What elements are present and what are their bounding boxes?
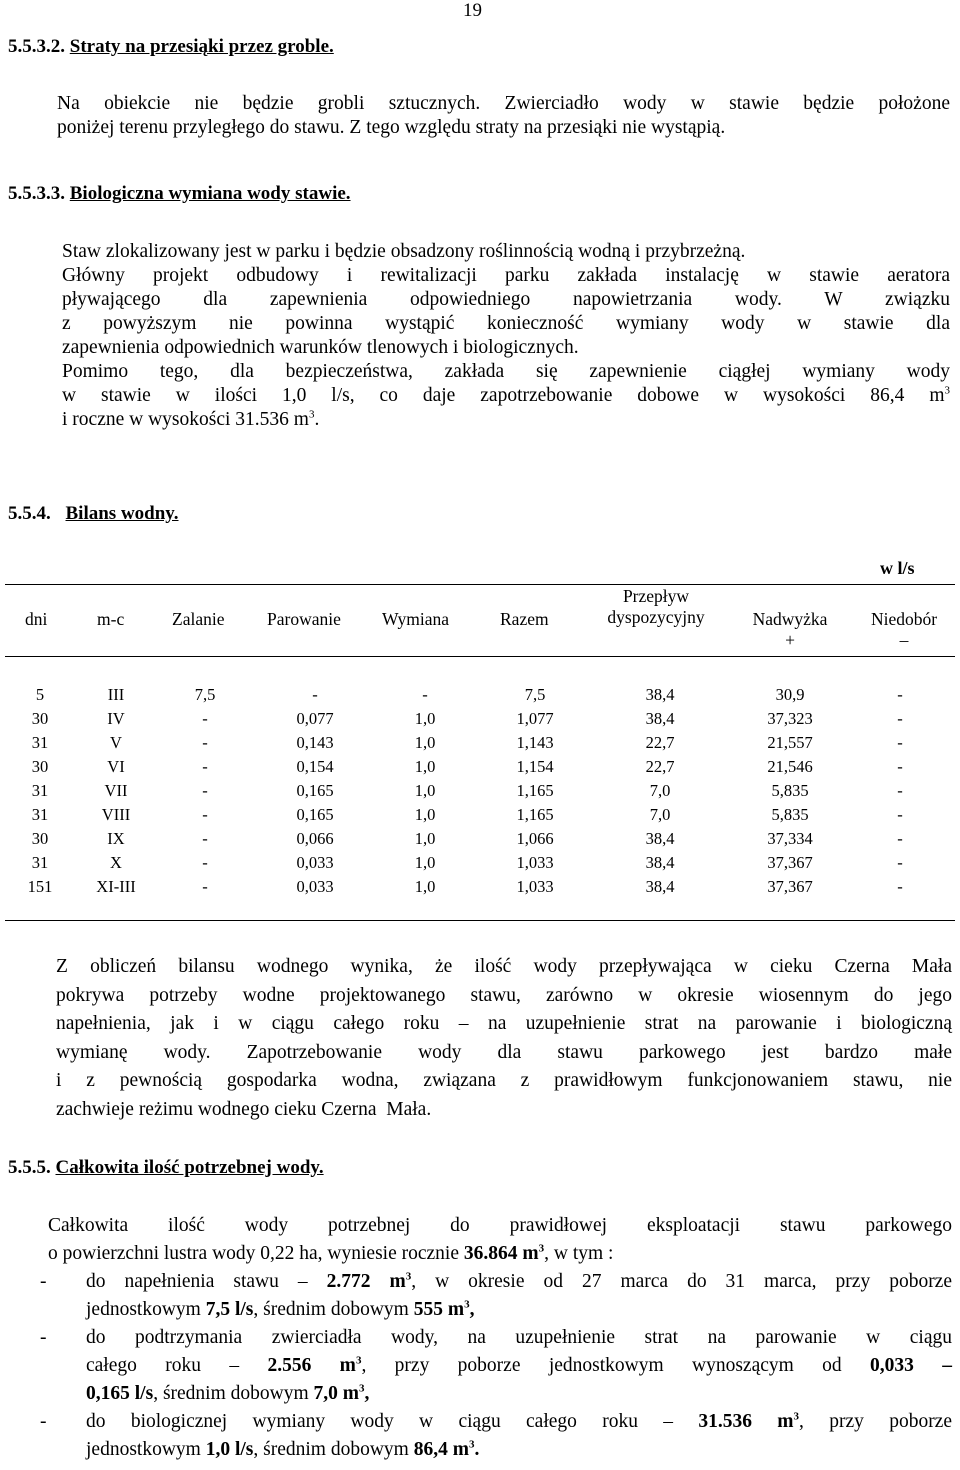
table-cell: 38,4 <box>645 685 675 704</box>
table-cell: 31 <box>31 805 49 824</box>
table-cell: - <box>202 733 208 752</box>
section-number: 5.5.4. <box>8 503 51 524</box>
table-cell: - <box>202 757 208 776</box>
header-nadwyzka: Nadwyżka + <box>752 609 828 650</box>
list-item <box>40 1408 952 1464</box>
conclusion-paragraph <box>56 953 952 1124</box>
table-cell: VII <box>104 781 128 800</box>
table-cell: 1,154 <box>516 757 554 776</box>
list-item <box>40 1268 952 1324</box>
table-cell: 0,165 <box>296 781 334 800</box>
table-cell: 0,143 <box>296 733 334 752</box>
table-cell: 7,5 <box>524 685 546 704</box>
header-przeplyw: Przepływ dyspozycyjny <box>607 586 705 627</box>
column-razem <box>500 683 570 899</box>
table-cell: 1,077 <box>516 709 554 728</box>
paragraph-line <box>57 92 950 140</box>
header-parowanie: Parowanie <box>267 609 341 629</box>
table-bottom-rule <box>5 920 955 921</box>
section-number: 5.5.5. <box>8 1157 51 1178</box>
text-line: do podtrzymania zwierciadła wody, na uzupełnienie strat na parowanie w ciągu <box>86 1327 952 1348</box>
table-cell: 21,557 <box>767 733 813 752</box>
table-cell: - <box>897 781 903 800</box>
text-line: poniżej terenu przyległego do stawu. Z tego względu straty na przesiąki nie wystąpią. <box>57 117 726 138</box>
table-cell: - <box>422 685 428 704</box>
header-wymiana: Wymiana <box>382 609 449 629</box>
header-zalanie: Zalanie <box>172 609 225 629</box>
section-number: 5.5.3.3. <box>8 183 65 204</box>
section-title: Całkowita ilość potrzebnej wody. <box>55 1157 324 1178</box>
text-line: zapewnienia odpowiednich warunków tlenowych i biologicznych. <box>62 337 579 358</box>
table-cell: 30,9 <box>775 685 805 704</box>
table-cell: - <box>312 685 318 704</box>
table-cell: 30 <box>31 709 49 728</box>
table-cell: 1,066 <box>516 829 554 848</box>
table-cell: 5,835 <box>771 805 809 824</box>
text-line: Całkowita ilość wody potrzebnej do prawidłowej eksploatacji stawu parkowego <box>48 1215 952 1236</box>
table-cell: 1,0 <box>414 829 436 848</box>
header-dni: dni <box>25 609 48 629</box>
table-cell: - <box>897 733 903 752</box>
table-cell: 7,0 <box>649 805 671 824</box>
text-line: jednostkowym 7,5 l/s, średnim dobowym 555 $m^3$, <box>86 1298 475 1320</box>
table-cell: 1,033 <box>516 877 554 896</box>
table-cell: 1,033 <box>516 853 554 872</box>
table-cell: 1,0 <box>414 805 436 824</box>
table-cell: IV <box>107 709 125 728</box>
table-cell: IX <box>107 829 125 848</box>
column-zalanie <box>185 683 225 899</box>
column-nadwyzka <box>750 683 830 899</box>
text-line: napełnienia, jak i w ciągu całego roku – na uzupełnienie strat na parowanie i biologiczną <box>56 1013 952 1034</box>
column-dni <box>20 683 60 899</box>
text-line: pływającego dla zapewnienia odpowiedniego napowietrzania wody. W związku <box>62 289 950 310</box>
table-top-rule <box>5 584 955 585</box>
section-title: Straty na przesiąki przez groble. <box>69 36 334 57</box>
table-cell: - <box>202 877 208 896</box>
paragraph-aeracja <box>62 240 950 432</box>
table-cell: 30 <box>31 757 49 776</box>
table-cell: - <box>897 709 903 728</box>
table-cell: 22,7 <box>645 733 675 752</box>
table-cell: 5 <box>35 685 45 704</box>
table-cell: - <box>897 685 903 704</box>
header-mc: m-c <box>97 609 125 629</box>
text-line: 0,165 l/s, średnim dobowym 7,0 $m^3$, <box>86 1382 370 1404</box>
column-parowanie <box>280 683 350 899</box>
table-cell: 1,0 <box>414 757 436 776</box>
table-cell: 1,0 <box>414 877 436 896</box>
table-cell: - <box>897 805 903 824</box>
table-cell: - <box>897 877 903 896</box>
text-line: i roczne w wysokości 31.536 $m^3$. <box>62 408 320 430</box>
table-cell: 38,4 <box>645 877 675 896</box>
text-line: Z obliczeń bilansu wodnego wynika, że ilość wody przepływająca w cieku Czerna Mała <box>56 956 952 977</box>
table-cell: 1,165 <box>516 781 554 800</box>
text-line: do napełnienia stawu – 2.772 $m^3$, w okresie od 27 marca do 31 marca, przy poborze <box>86 1270 952 1292</box>
table-cell: III <box>107 685 125 704</box>
header-razem: Razem <box>500 609 549 629</box>
table-cell: - <box>897 829 903 848</box>
table-header-rule <box>5 656 955 657</box>
column-mc <box>84 683 148 899</box>
text-line: Główny projekt odbudowy i rewitalizacji parku zakłada instalację w stawie aeratora <box>62 265 950 286</box>
table-cell: - <box>202 709 208 728</box>
table-cell: - <box>897 853 903 872</box>
table-cell: - <box>202 781 208 800</box>
table-cell: V <box>110 733 122 752</box>
table-cell: 1,165 <box>516 805 554 824</box>
section-heading-wymiana <box>8 183 351 205</box>
column-wymiana <box>400 683 450 899</box>
text-line: w stawie w ilości 1,0 l/s, co daje zapotrzebowanie dobowe w wysokości 86,4 $m^3$ <box>62 384 950 406</box>
text-line: zachwieje reżimu wodnego cieku Czerna Mała. <box>56 1098 432 1120</box>
column-niedobor <box>880 683 920 899</box>
table-cell: 1,0 <box>414 733 436 752</box>
table-cell: 37,323 <box>767 709 813 728</box>
text-line: Na obiekcie nie będzie grobli sztucznych. Zwierciadło wody w stawie będzie położone <box>57 93 950 114</box>
table-cell: 38,4 <box>645 709 675 728</box>
list-bullet: - <box>40 1327 47 1348</box>
table-cell: 0,154 <box>296 757 334 776</box>
text-line: i z pewnością gospodarka wodna, związana z prawidłowym funkcjonowaniem stawu, nie <box>56 1070 952 1091</box>
table-cell: 0,066 <box>296 829 334 848</box>
table-unit: w l/s <box>880 558 915 578</box>
table-cell: - <box>202 853 208 872</box>
table-cell: 37,334 <box>767 829 813 848</box>
table-cell: 1,0 <box>414 853 436 872</box>
table-cell: 0,033 <box>296 877 334 896</box>
table-cell: 0,077 <box>296 709 334 728</box>
table-cell: 38,4 <box>645 853 675 872</box>
table-cell: 0,033 <box>296 853 334 872</box>
table-cell: 38,4 <box>645 829 675 848</box>
page-number: 19 <box>463 0 482 21</box>
table-cell: 0,165 <box>296 805 334 824</box>
text-line: do biologicznej wymiany wody w ciągu całego roku – 31.536 $m^3$, przy poborze <box>86 1410 952 1432</box>
table-cell: 5,835 <box>771 781 809 800</box>
table-cell: 37,367 <box>767 853 813 872</box>
text-line: Staw zlokalizowany jest w parku i będzie obsadzony roślinnością wodną i przybrzeżną. <box>62 241 746 262</box>
table-cell: 22,7 <box>645 757 675 776</box>
table-cell: 21,546 <box>767 757 813 776</box>
section-heading-straty <box>8 36 334 58</box>
text-line: pokrywa potrzeby wodne projektowanego stawu, zarówno w okresie wiosennym do jego <box>56 984 952 1006</box>
header-niedobor: Niedobór – <box>870 609 938 650</box>
table-cell: 31 <box>31 733 49 752</box>
text-line: Pomimo tego, dla bezpieczeństwa, zakłada się zapewnienie ciągłej wymiany wody <box>62 361 950 382</box>
section-heading-bilans <box>8 503 179 525</box>
table-cell: X <box>110 853 122 872</box>
text-line: o powierzchni lustra wody 0,22 ha, wyniesie rocznie 36.864 $m^3$, w tym : <box>48 1242 614 1264</box>
table-cell: - <box>202 805 208 824</box>
text-line: z powyższym nie powinna wystąpić konieczność wymiany wody w stawie dla <box>62 313 950 334</box>
section-title: Bilans wodny. <box>65 503 179 524</box>
table-cell: 1,0 <box>414 781 436 800</box>
section-number: 5.5.3.2. <box>8 36 65 57</box>
table-cell: 37,367 <box>767 877 813 896</box>
table-cell: 31 <box>31 853 49 872</box>
table-cell: VIII <box>101 805 131 824</box>
text-line: jednostkowym 1,0 l/s, średnim dobowym 86,4 $m^3$. <box>86 1438 480 1460</box>
section-title: Biologiczna wymiana wody stawie. <box>69 183 351 204</box>
table-cell: VI <box>107 757 125 776</box>
total-paragraph <box>48 1212 952 1268</box>
text-line: całego roku – 2.556 $m^3$, przy poborze jednostkowym wynoszącym od 0,033 – <box>86 1354 953 1376</box>
text-line: wymianę wody. Zapotrzebowanie wody dla stawu parkowego jest bardzo małe <box>56 1041 952 1063</box>
table-cell: XI-III <box>96 877 136 896</box>
table-cell: 7,0 <box>649 781 671 800</box>
list-needs <box>40 1268 952 1464</box>
table-cell: 31 <box>31 781 49 800</box>
table-cell: 7,5 <box>194 685 216 704</box>
section-heading-calkowita <box>8 1157 324 1179</box>
list-item <box>40 1324 952 1408</box>
table-cell: 30 <box>31 829 49 848</box>
column-przeplyw <box>630 683 690 899</box>
list-bullet: - <box>40 1411 47 1432</box>
list-bullet: - <box>40 1271 47 1292</box>
table-cell: - <box>897 757 903 776</box>
table-cell: 151 <box>27 877 53 896</box>
table-cell: 1,143 <box>516 733 554 752</box>
table-cell: 1,0 <box>414 709 436 728</box>
table-cell: - <box>202 829 208 848</box>
